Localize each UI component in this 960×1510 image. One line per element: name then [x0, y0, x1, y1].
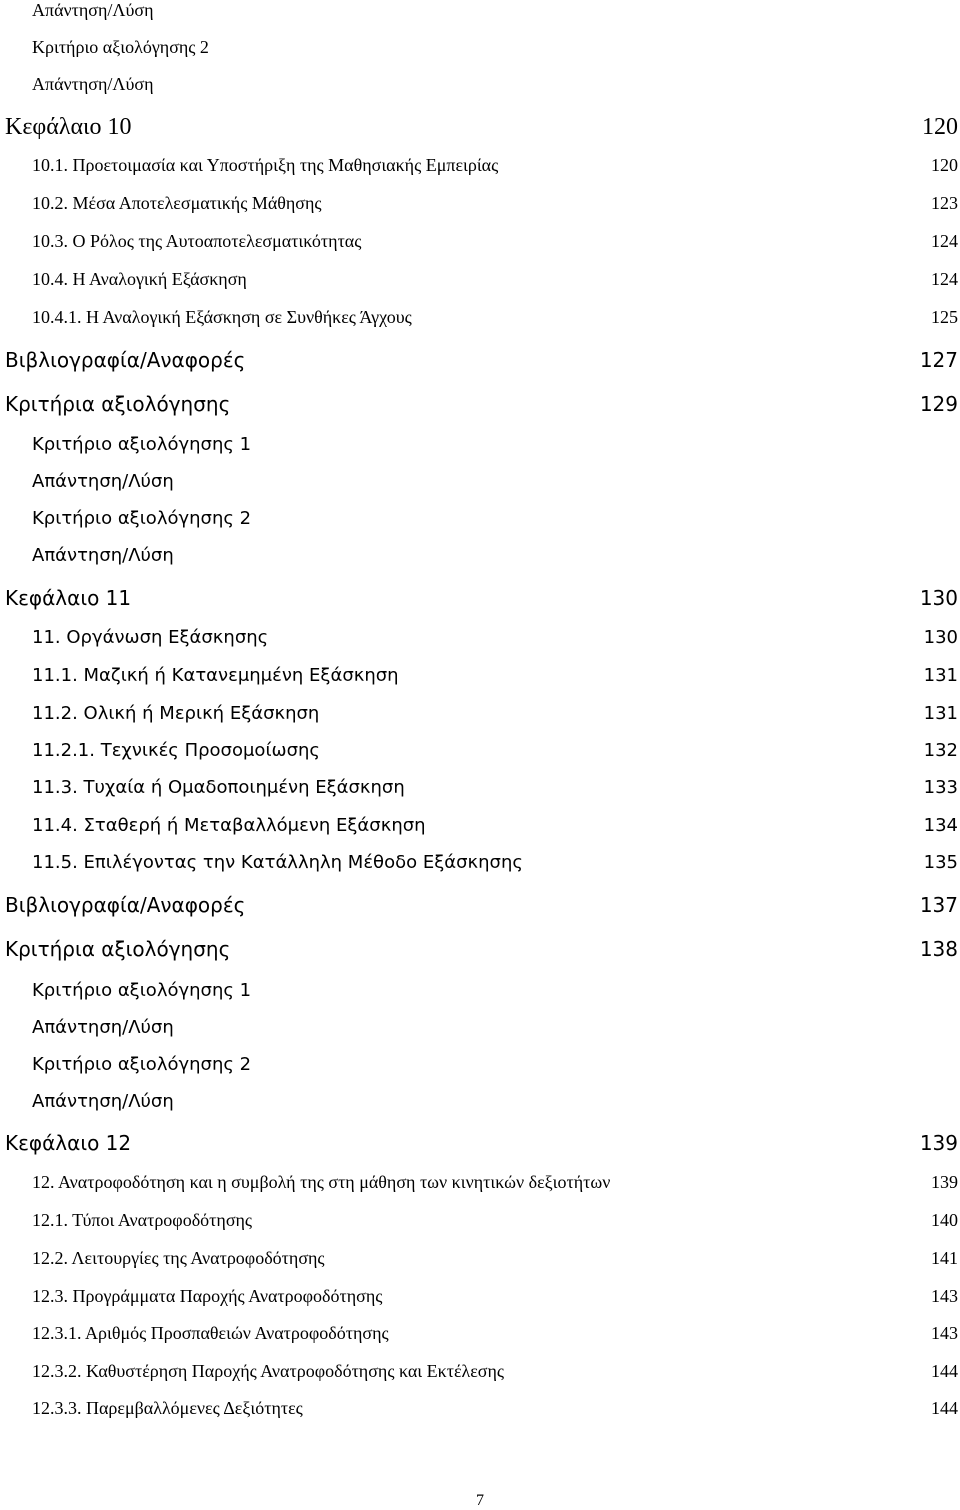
page-number: 7	[476, 1492, 484, 1509]
toc-subentry-text: Κριτήριο αξιολόγησης 2	[32, 508, 252, 529]
toc-entry-text: 10.1. Προετοιμασία και Υποστήριξη της Μαθησιακής Εμπειρίας	[32, 155, 499, 175]
toc-entry-text: 12. Ανατροφοδότηση και η συμβολή της στη μάθηση των κινητικών δεξιοτήτων	[32, 1172, 611, 1192]
toc-subentry-text: Απάντηση/Λύση	[32, 1091, 174, 1112]
toc-entry-text: 11.4. Σταθερή ή Μεταβαλλόμενη Εξάσκηση	[32, 815, 426, 836]
criteria-page: 138	[919, 937, 958, 961]
toc-entry-page: 134	[923, 815, 958, 836]
toc-entry-text: 10.4.1. Η Αναλογική Εξάσκηση σε Συνθήκες Άγχους	[32, 307, 412, 327]
toc-entry-text: 11.2. Ολική ή Μερική Εξάσκηση	[32, 703, 320, 724]
chapter-page: 139	[919, 1131, 958, 1155]
toc-entry-text: 11.2.1. Τεχνικές Προσομοίωσης	[32, 740, 320, 761]
toc-entry-page: 132	[923, 740, 958, 761]
toc-entry-page: 124	[931, 269, 958, 289]
toc-entry-text: 10.3. Ο Ρόλος της Αυτοαποτελεσματικότητας	[32, 231, 362, 251]
toc-subentry-text: Απάντηση/Λύση	[32, 471, 174, 492]
criteria-page: 129	[919, 392, 958, 416]
toc-entry-page: 135	[923, 852, 958, 873]
toc-entry-text: 11.5. Επιλέγοντας την Κατάλληλη Μέθοδο Εξάσκησης	[32, 852, 523, 873]
chapter-title: Κεφάλαιο 11	[5, 586, 132, 610]
toc-entry-page: 120	[931, 155, 958, 175]
toc-entry-page: 143	[931, 1323, 958, 1343]
toc-subentry-text: Απάντηση/Λύση	[32, 545, 174, 566]
toc-entry-text: Απάντηση/Λύση	[32, 74, 154, 94]
toc-entry-page: 139	[931, 1172, 958, 1192]
toc-entry-text: 11. Οργάνωση Εξάσκησης	[32, 627, 269, 648]
toc-entry-page: 133	[923, 777, 958, 798]
toc-subentry-text: Κριτήριο αξιολόγησης 2	[32, 1054, 252, 1075]
toc-entry-page: 131	[923, 665, 958, 686]
toc-entry-page: 124	[931, 231, 958, 251]
chapter-page: 130	[919, 586, 958, 610]
toc-entry-page: 140	[931, 1210, 958, 1230]
bibliography-title: Βιβλιογραφία/Αναφορές	[5, 348, 246, 372]
toc-entry-page: 131	[923, 703, 958, 724]
toc-entry-text: 12.1. Τύποι Ανατροφοδότησης	[32, 1210, 253, 1230]
criteria-title: Κριτήρια αξιολόγησης	[5, 392, 231, 416]
toc-entry-text: 10.4. Η Αναλογική Εξάσκηση	[32, 269, 247, 289]
bibliography-title: Βιβλιογραφία/Αναφορές	[5, 893, 246, 917]
toc-entry-text: 10.2. Μέσα Αποτελεσματικής Μάθησης	[32, 193, 322, 213]
toc-entry-text: 12.3. Προγράμματα Παροχής Ανατροφοδότησης	[32, 1286, 383, 1306]
toc-entry-text: Κριτήριο αξιολόγησης 2	[32, 37, 209, 57]
toc-subentry-text: Κριτήριο αξιολόγησης 1	[32, 434, 252, 455]
criteria-title: Κριτήρια αξιολόγησης	[5, 937, 231, 961]
toc-entry-page: 141	[931, 1248, 958, 1268]
toc-entry-text: 11.3. Τυχαία ή Ομαδοποιημένη Εξάσκηση	[32, 777, 405, 798]
toc-subentry-text: Απάντηση/Λύση	[32, 1017, 174, 1038]
toc-entry-text: Απάντηση/Λύση	[32, 0, 154, 20]
toc-entry-page: 125	[931, 307, 958, 327]
toc-entry-page: 130	[923, 627, 958, 648]
chapter-title: Κεφάλαιο 12	[5, 1131, 132, 1155]
toc-entry-text: 12.3.3. Παρεμβαλλόμενες Δεξιότητες	[32, 1398, 303, 1418]
toc-entry-page: 144	[931, 1361, 958, 1381]
toc-entry-text: 11.1. Μαζική ή Κατανεμημένη Εξάσκηση	[32, 665, 399, 686]
toc-entry-page: 123	[931, 193, 958, 213]
chapter-title: Κεφάλαιο 10	[5, 114, 132, 140]
bibliography-page: 127	[919, 348, 958, 372]
toc-entry-text: 12.3.1. Αριθμός Προσπαθειών Ανατροφοδότησης	[32, 1323, 389, 1343]
toc-subentry-text: Κριτήριο αξιολόγησης 1	[32, 980, 252, 1001]
toc-entry-text: 12.3.2. Καθυστέρηση Παροχής Ανατροφοδότησης και Εκτέλεσης	[32, 1361, 505, 1381]
toc-entry-text: 12.2. Λειτουργίες της Ανατροφοδότησης	[32, 1248, 325, 1268]
toc-entry-page: 143	[931, 1286, 958, 1306]
bibliography-page: 137	[919, 893, 958, 917]
chapter-page: 120	[922, 114, 958, 140]
toc-entry-page: 144	[931, 1398, 958, 1418]
